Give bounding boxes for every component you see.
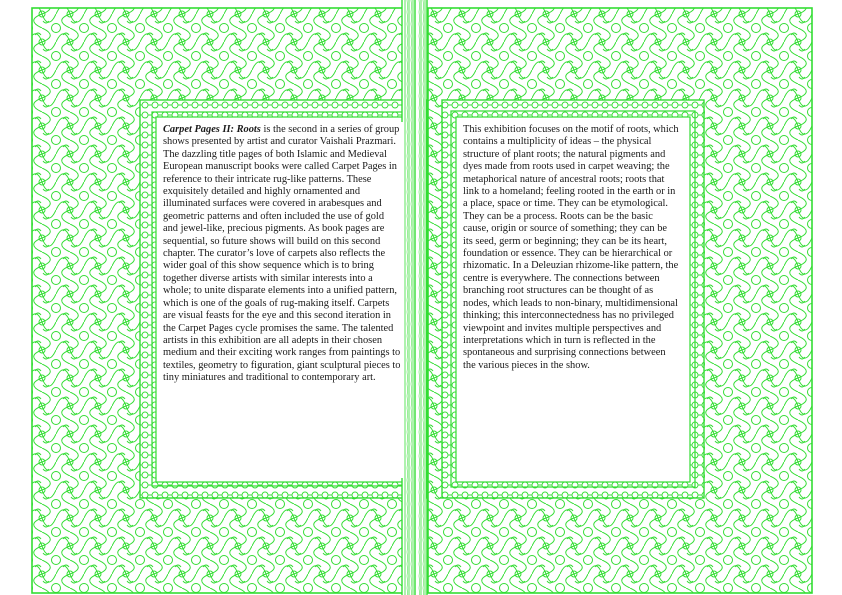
right-page-text [460,122,682,478]
left-page-body: is the second in a series of group shows presented by artist and curator Vaishali Prazmari. The dazzling title pages of both Islamic and Medieval European manuscript books were called Carpet Pages in reference to their intricate rug-like patterns. These exquisitely detailed and highly ornamented and illuminated surfaces were covered in arabesques and geometric patterns and often included the use of gold and jewel-like, precious pigments. As book pages are sequential, so future shows will build on this second chapter. The curator’s love of carpets also reflects the wider goal of this show sequence which is to bring together diverse artists with similar interests into a whole; to unite disparate elements into a unified pattern, which is one of the goals of rug-making itself. Carpets are visual feasts for the eye and this second iteration in the Carpet Pages cycle promises the same. The talented artists in this exhibition are all adepts in their chosen medium and their exciting work ranges from paintings to textiles, geometry to figuration, giant sculptural pieces to tiny miniatures and traditional to contemporary art. [163,124,401,384]
exhibition-title: Carpet Pages II: Roots [163,124,261,135]
right-page-body: This exhibition focuses on the motif of roots, which contains a multiplicity of ideas – the physical structure of plant roots; the natural pigments and dyes made from roots used in carpet weaving; the metaphorical nature of ancestral roots; roots that link to a homeland; feeling rooted in the earth or in a place, space or time. They can be etymological. They can be a process. Roots can be the basic cause, origin or source of something; they can be its seed, germ or beginning; they can be its heart, foundation or essence. They can be hierarchical or rhizomatic. In a Deleuzian rhizome-like pattern, the centre is everywhere. The connections between branching root structures can be thought of as nodes, which leads to non-binary, multidimensional thinking; this interconnectedness has no privileged viewpoint and invites multiple perspectives and interpretations which in turn is reflected in the spontaneous and surprising connections between the various pieces in the show. [463,124,679,371]
book-spine [402,0,427,595]
left-page-text [160,122,404,478]
